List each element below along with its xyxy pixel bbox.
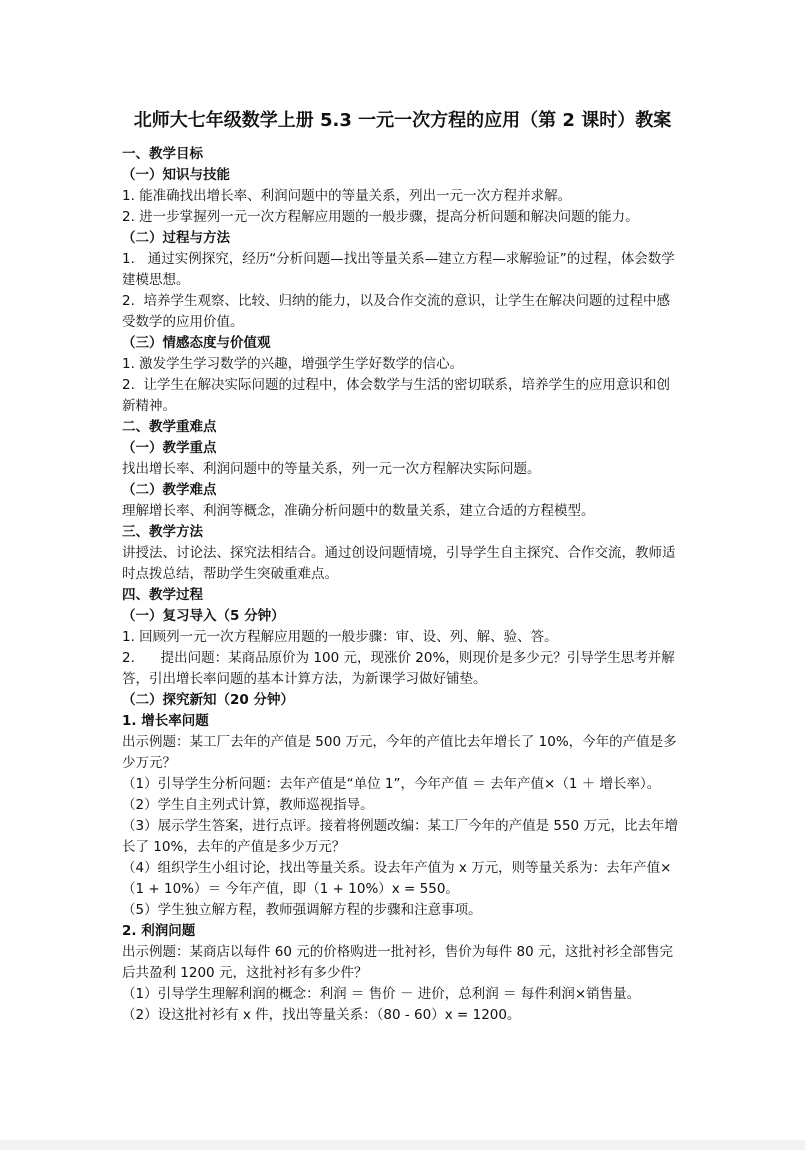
section-heading: 三、教学方法 bbox=[122, 524, 203, 540]
paragraph: 1. 能准确找出增长率、利润问题中的等量关系，列出一元一次方程并求解。 bbox=[122, 188, 572, 204]
subsection-heading: （一）复习导入（5 分钟） bbox=[122, 608, 285, 624]
subsection-heading: （二）探究新知（20 分钟） bbox=[122, 692, 294, 708]
paragraph: 2. 进一步掌握列一元一次方程解应用题的一般步骤，提高分析问题和解决问题的能力。 bbox=[122, 209, 639, 225]
paragraph: （3）展示学生答案，进行点评。接着将例题改编：某工厂今年的产值是 550 万元，比去年增长了 10%，去年的产值是多少万元？ bbox=[122, 818, 678, 855]
paragraph: 讲授法、讨论法、探究法相结合。通过创设问题情境，引导学生自主探究、合作交流，教师适时点拨总结，帮助学生突破重难点。 bbox=[122, 545, 676, 582]
subsection-heading: （一）教学重点 bbox=[122, 440, 217, 456]
paragraph: 1. 回顾列一元一次方程解应用题的一般步骤：审、设、列、解、验、答。 bbox=[122, 629, 558, 645]
subsection-heading: （二）教学难点 bbox=[122, 482, 217, 498]
topic-heading: 2. 利润问题 bbox=[122, 923, 196, 939]
paragraph: 出示例题：某商店以每件 60 元的价格购进一批衬衫，售价为每件 80 元，这批衬衫全部售完后共盈利 1200 元，这批衬衫有多少件？ bbox=[122, 944, 674, 981]
paragraph: （2）设这批衬衫有 x 件，找出等量关系：（80 - 60）x = 1200。 bbox=[122, 1007, 521, 1023]
section-heading: 一、教学目标 bbox=[122, 146, 203, 162]
page-gap bbox=[0, 1140, 805, 1150]
paragraph: 2. 让学生在解决实际问题的过程中，体会数学与生活的密切联系，培养学生的应用意识和创新精神。 bbox=[122, 377, 670, 414]
document-body bbox=[122, 144, 683, 1026]
paragraph: 找出增长率、利润问题中的等量关系，列一元一次方程解决实际问题。 bbox=[122, 461, 541, 477]
paragraph: （5）学生独立解方程，教师强调解方程的步骤和注意事项。 bbox=[122, 902, 482, 918]
paragraph: （1）引导学生分析问题：去年产值是“单位 1”，今年产值 ＝ 去年产值×（1 ＋ 增长率）。 bbox=[122, 776, 661, 792]
subsection-heading: （二）过程与方法 bbox=[122, 230, 230, 246]
paragraph: 理解增长率、利润等概念，准确分析问题中的数量关系，建立合适的方程模型。 bbox=[122, 503, 595, 519]
section-heading: 四、教学过程 bbox=[122, 587, 203, 603]
paragraph: （4）组织学生小组讨论，找出等量关系。设去年产值为 x 万元，则等量关系为：去年产值×（1 + 10%）＝ 今年产值，即（1 + 10%）x = 550。 bbox=[122, 860, 672, 897]
section-heading: 二、教学重难点 bbox=[122, 419, 217, 435]
topic-heading: 1. 增长率问题 bbox=[122, 713, 209, 729]
paragraph: 出示例题：某工厂去年的产值是 500 万元，今年的产值比去年增长了 10%，今年的产值是多少万元？ bbox=[122, 734, 677, 771]
subsection-heading: （一）知识与技能 bbox=[122, 167, 230, 183]
document-title: 北师大七年级数学上册 5.3 一元一次方程的应用（第 2 课时）教案 bbox=[133, 110, 672, 131]
paragraph: 2. 培养学生观察、比较、归纳的能力，以及合作交流的意识，让学生在解决问题的过程中感受数学的应用价值。 bbox=[122, 293, 670, 330]
paragraph: 2. 提出问题：某商品原价为 100 元，现涨价 20%，则现价是多少元？引导学生思考并解答，引出增长率问题的基本计算方法，为新课学习做好铺垫。 bbox=[122, 650, 675, 687]
paragraph: （1）引导学生理解利润的概念：利润 ＝ 售价 － 进价，总利润 ＝ 每件利润×销售量。 bbox=[122, 986, 641, 1002]
paragraph: 1. 通过实例探究，经历“分析问题—找出等量关系—建立方程—求解验证”的过程，体会数学建模思想。 bbox=[122, 251, 675, 288]
paragraph: 1. 激发学生学习数学的兴趣，增强学生学好数学的信心。 bbox=[122, 356, 464, 372]
subsection-heading: （三）情感态度与价值观 bbox=[122, 335, 271, 351]
paragraph: （2）学生自主列式计算，教师巡视指导。 bbox=[122, 797, 374, 813]
